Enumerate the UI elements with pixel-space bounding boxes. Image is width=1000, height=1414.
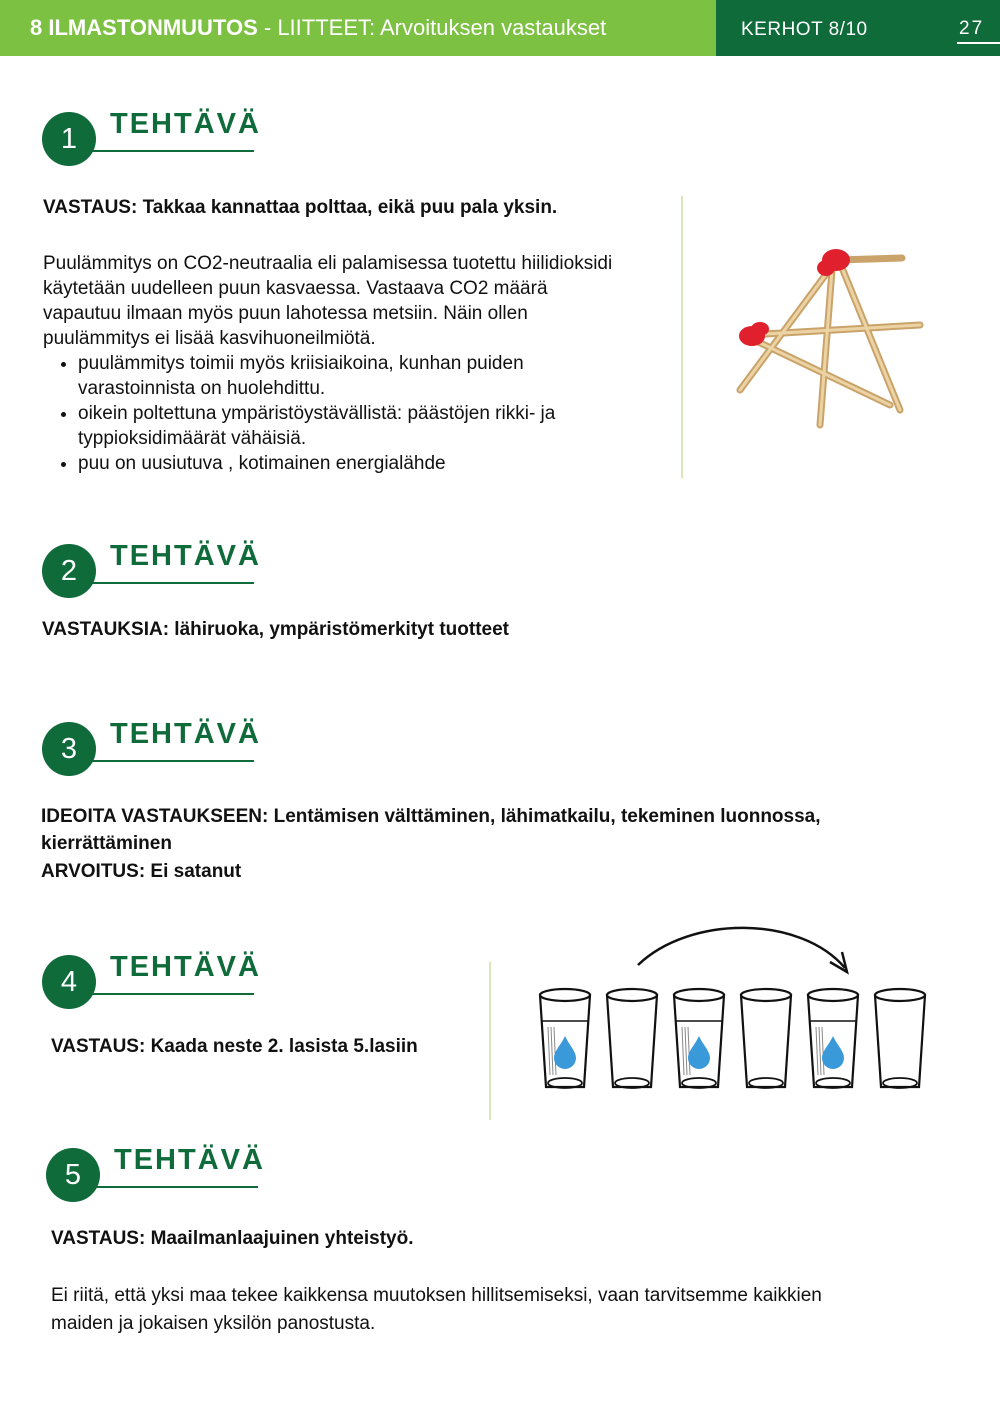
task-1-divider — [681, 196, 683, 478]
header-title — [0, 15, 606, 41]
task-2-number: 2 — [42, 544, 96, 598]
glass-empty — [741, 989, 791, 1088]
header-title-rest: - LIITTEET: Arvoituksen vastaukset — [257, 15, 607, 40]
task-1-heading — [42, 108, 302, 172]
glass-full — [674, 989, 724, 1088]
matches-illustration — [720, 230, 940, 445]
task-4-number: 4 — [42, 955, 96, 1009]
match-head — [817, 260, 835, 276]
task-3-label: TEHTÄVÄ — [110, 718, 261, 750]
task-2-underline — [92, 582, 254, 584]
task-2-label: TEHTÄVÄ — [110, 540, 261, 572]
task-4-answer: VASTAUS: Kaada neste 2. lasista 5.lasiin — [51, 1036, 418, 1057]
task-3-number: 3 — [42, 722, 96, 776]
header-kerhot: KERHOT 8/10 — [741, 19, 868, 40]
task-5-underline — [96, 1186, 258, 1188]
header-info-bar — [716, 0, 1000, 56]
page-number-underline — [957, 42, 1000, 44]
header-title-bold: 8 ILMASTONMUUTOS — [30, 15, 258, 40]
glass-full — [808, 989, 858, 1088]
task-1-label: TEHTÄVÄ — [110, 108, 261, 140]
task-5-label: TEHTÄVÄ — [114, 1144, 265, 1176]
task-3-ideas: IDEOITA VASTAUKSEEN: Lentämisen välttäminen, lähimatkailu, tekeminen luonnossa, kierrättäminen — [41, 806, 821, 854]
page-header — [0, 0, 1000, 56]
task-1-answer: VASTAUS: Takkaa kannattaa polttaa, eikä puu pala yksin. — [43, 197, 558, 218]
match-head — [751, 322, 769, 336]
pour-arrow-curve — [638, 928, 845, 968]
task-1-body — [43, 251, 623, 476]
task-3-riddle: ARVOITUS: Ei satanut — [41, 861, 242, 882]
task-1-number: 1 — [42, 112, 96, 166]
task-2-heading — [42, 540, 302, 604]
task-1-bullet: • oikein poltettuna ympäristöystävällistä: päästöjen rikki- ja typpioksidimäärät vähäisiä. — [78, 401, 623, 451]
task-5-paragraph: Ei riitä, että yksi maa tekee kaikkensa muutoksen hillitsemiseksi, vaan tarvitsemme kaikkien maiden ja jokaisen yksilön panostusta. — [51, 1285, 822, 1334]
glass-empty — [875, 989, 925, 1088]
task-1-bullet: • puulämmitys toimii myös kriisiaikoina, kunhan puiden varastoinnista on huolehdittu. — [78, 351, 623, 401]
task-3-underline — [92, 760, 254, 762]
task-4-divider — [489, 962, 491, 1120]
glass-empty — [607, 989, 657, 1088]
glass-full — [540, 989, 590, 1088]
task-2-answer: VASTAUKSIA: lähiruoka, ympäristömerkityt tuotteet — [42, 619, 509, 640]
task-3-heading — [42, 718, 302, 782]
task-1-bullet: • puu on uusiutuva , kotimainen energialähde — [78, 451, 623, 476]
task-4-underline — [92, 993, 254, 995]
task-5-answer: VASTAUS: Maailmanlaajuinen yhteistyö. — [51, 1228, 414, 1249]
glasses-illustration — [530, 920, 940, 1095]
task-5-number: 5 — [46, 1148, 100, 1202]
task-5-heading — [46, 1144, 306, 1208]
task-1-bullet-list — [43, 351, 623, 476]
task-1-underline — [92, 150, 254, 152]
task-1-paragraph: Puulämmitys on CO2-neutraalia eli palamisessa tuotettu hiilidioksidi käytetään uudelleen puun kasvaessa. Vastaava CO2 määrä vapautuu ilmaan myös puun lahotessa metsiin. Näin ollen puulämmitys ei lisää kasvihuoneilmiötä. — [43, 253, 613, 349]
header-title-bar — [0, 0, 716, 56]
page-number: 27 — [959, 18, 985, 39]
task-4-heading — [42, 951, 302, 1015]
task-4-label: TEHTÄVÄ — [110, 951, 261, 983]
